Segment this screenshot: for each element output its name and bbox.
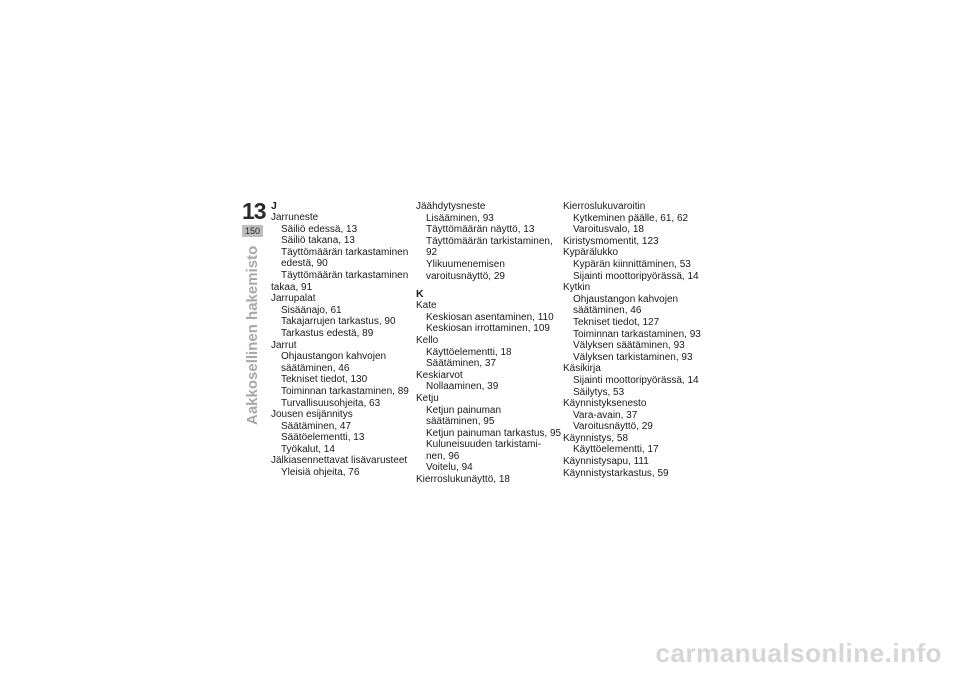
index-entry: Jarrut: [271, 339, 297, 351]
index-subentry: Välyksen tarkistaminen, 93: [573, 351, 693, 363]
index-entry: Jarrupalat: [271, 293, 316, 305]
index-subentry: Säätäminen, 37: [426, 358, 497, 370]
index-entry: Ketju: [416, 392, 439, 404]
index-entry: Jousen esijännitys: [271, 409, 353, 421]
index-subentry: Toiminnan tarkastaminen, 93: [573, 328, 701, 340]
index-entry: Kierroslukunäyttö, 18: [416, 474, 510, 486]
index-entry: Jälkiasennettavat lisävarusteet: [271, 455, 408, 467]
index-column-3: [563, 201, 713, 479]
index-subentry: Sijainti moottoripyörässä, 14: [573, 374, 699, 386]
index-entry: Käynnistyksenesto: [563, 398, 647, 410]
index-subentry: Keskiosan asentaminen, 110: [426, 311, 554, 323]
index-subentry: Yleisiä ohjeita, 76: [281, 467, 360, 479]
index-subentry: Välyksen säätäminen, 93: [573, 340, 685, 352]
index-subentry: Täyttömäärän tarkastaminen: [281, 269, 409, 281]
page-number: 150: [242, 225, 263, 237]
index-subentry: Ohjaustangon kahvojen: [573, 293, 679, 305]
index-subentry: Takajarrujen tarkastus, 90: [281, 316, 396, 328]
index-subentry: Ylikuumenemisen: [426, 258, 505, 270]
index-subentry: Säiliö edessä, 13: [281, 223, 358, 235]
index-subentry: Ketjun painuman: [426, 404, 502, 416]
index-subentry: Täyttömäärän tarkastaminen: [281, 246, 409, 258]
index-subentry: Käyttöelementti, 18: [426, 346, 512, 358]
index-subentry: Lisääminen, 93: [426, 212, 494, 224]
index-letter-heading: K: [416, 288, 424, 301]
index-subentry: säätäminen, 46: [281, 362, 350, 374]
index-subentry: nen, 96: [426, 450, 460, 462]
index-entry: Kierroslukuvaroitin: [563, 201, 646, 212]
index-entry: takaa, 91: [271, 281, 313, 293]
index-subentry: Kytkeminen päälle, 61, 62: [573, 212, 689, 224]
index-entry: Jäähdytysneste: [416, 201, 486, 212]
index-subentry: Sisäänajo, 61: [281, 304, 342, 316]
index-letter-heading: J: [271, 200, 277, 212]
index-subentry: Täyttömäärän tarkistaminen, 92: [426, 235, 553, 259]
index-subentry: Kypärän kiinnittäminen, 53: [573, 258, 691, 270]
index-entry: Kate: [416, 300, 437, 312]
index-subentry: Sijainti moottoripyörässä, 14: [573, 270, 699, 282]
index-subentry: Turvallisuusohjeita, 63: [281, 397, 381, 409]
index-subentry: varoitusnäyttö, 29: [426, 270, 505, 282]
index-subentry: Ohjaustangon kahvojen: [281, 351, 387, 363]
index-entry: Keskiarvot: [416, 369, 463, 381]
index-subentry: Varoitusnäyttö, 29: [573, 421, 653, 433]
index-entry: Jarruneste: [271, 212, 319, 223]
index-entry: Kytkin: [563, 282, 591, 294]
index-subentry: Nollaaminen, 39: [426, 381, 499, 393]
section-side-title: Aakkosellinen hakemisto: [244, 245, 261, 425]
index-subentry: Tekniset tiedot, 127: [573, 316, 660, 328]
index-subentry: Täyttömäärän näyttö, 13: [426, 224, 535, 236]
index-entry: Kypärälukko: [563, 247, 619, 259]
index-subentry: Tarkastus edestä, 89: [281, 327, 374, 339]
index-subentry: Vara-avain, 37: [573, 409, 638, 421]
watermark-logo: carmanualsonline.info: [655, 638, 942, 668]
index-subentry: Varoitusvalo, 18: [573, 224, 644, 236]
index-subentry: Käyttöelementti, 17: [573, 444, 659, 456]
index-subentry: Keskiosan irrottaminen, 109: [426, 323, 550, 335]
index-subentry: Ketjun painuman tarkastus, 95: [426, 427, 562, 439]
index-subentry: Toiminnan tarkastaminen, 89: [281, 385, 409, 397]
index-subentry: Voitelu, 94: [426, 462, 473, 474]
index-subentry: Kuluneisuuden tarkistami-: [426, 439, 542, 451]
index-subentry: säätäminen, 46: [573, 305, 642, 317]
index-entry: Käynnistysapu, 111: [563, 456, 649, 468]
index-entry: Käynnistys, 58: [563, 432, 629, 444]
index-subentry: säätäminen, 95: [426, 416, 495, 428]
index-entry: Käsikirja: [563, 363, 601, 375]
index-column-2: [416, 201, 566, 486]
index-subentry: Säätäminen, 47: [281, 420, 352, 432]
index-subentry: Säiliö takana, 13: [281, 235, 355, 247]
index-subentry: Säilytys, 53: [573, 386, 625, 398]
index-entry: Kello: [416, 334, 439, 346]
index-column-1: [271, 201, 421, 479]
index-subentry: Säätöelementti, 13: [281, 432, 365, 444]
index-entry: Kiristysmomentit, 123: [563, 235, 659, 247]
index-entry: Käynnistystarkastus, 59: [563, 467, 669, 479]
chapter-number: 13: [242, 198, 266, 224]
index-subentry: edestä, 90: [281, 258, 328, 270]
index-subentry: Tekniset tiedot, 130: [281, 374, 368, 386]
index-subentry: Työkalut, 14: [281, 443, 335, 455]
